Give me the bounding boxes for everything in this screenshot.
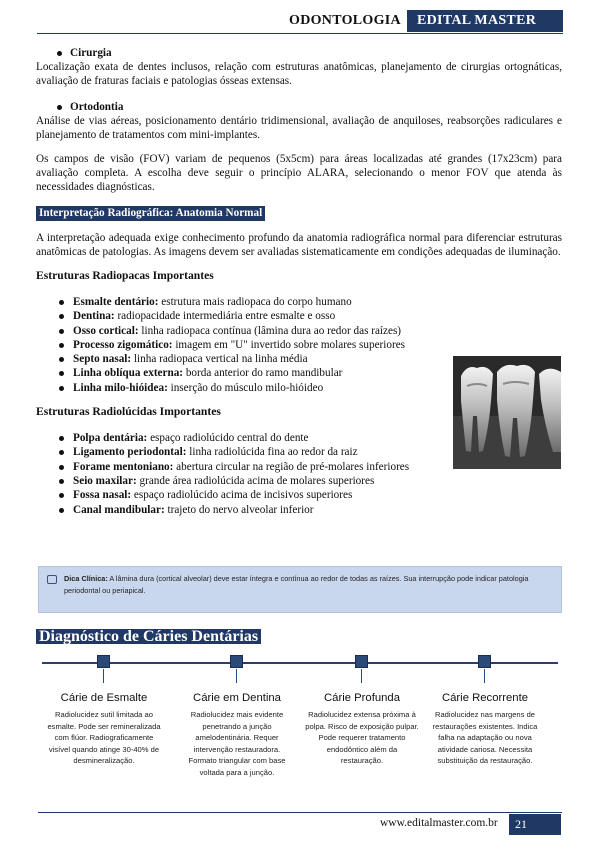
page-number: 21 — [509, 814, 561, 835]
timeline-item-desc: Radiolucidez sutil limitada ao esmalte. Pode ser remineralizada com flúor. Radiograficamente visível quando atinge 30-40% de desmineralização. — [47, 710, 161, 766]
timeline-item-profunda — [305, 692, 419, 767]
list-item: Polpa dentária: espaço radiolúcido central do dente — [36, 431, 562, 445]
list-item: Esmalte dentário: estrutura mais radiopaca do corpo humano — [36, 295, 562, 309]
radiolucidas-heading: Estruturas Radiolúcidas Importantes — [36, 405, 221, 419]
list-item: Osso cortical: linha radiopaca contínua (lâmina dura ao redor das raízes) — [36, 324, 562, 338]
list-item: Processo zigomático: imagem em "U" invertido sobre molares superiores — [36, 338, 562, 352]
page-header — [285, 10, 563, 32]
list-item: Ligamento periodontal: linha radiolúcida fina ao redor da raiz — [36, 445, 562, 459]
timeline-node — [97, 655, 110, 668]
tip-text: Dica Clínica: A lâmina dura (cortical alveolar) deve estar íntegra e contínua ao redor de todas as raízes. Sua interrupção pode indicar patologia periodontal ou periapical. — [64, 574, 529, 595]
list-item: Dentina: radiopacidade intermediária entre esmalte e osso — [36, 309, 562, 323]
section-heading-anatomia: Interpretação Radiográfica: Anatomia Normal — [36, 206, 265, 221]
list-item: Linha oblíqua externa: borda anterior do ramo mandibular — [36, 366, 562, 380]
timeline-item-title: Cárie de Esmalte — [60, 692, 148, 704]
timeline-connector — [236, 669, 237, 683]
list-item: Fossa nasal: espaço radiolúcido acima de incisivos superiores — [36, 488, 562, 502]
timeline-node — [355, 655, 368, 668]
timeline-item-desc: Radiolucidez mais evidente penetrando a junção amelodentinária. Requer intervenção restauradora. Formato triangular com base voltada para a junção. — [188, 710, 286, 777]
footer-url[interactable]: www.editalmaster.com.br — [380, 817, 498, 829]
footer-rule — [38, 812, 562, 813]
timeline-connector — [484, 669, 485, 683]
fov-paragraph: Os campos de visão (FOV) variam de pequenos (5x5cm) para áreas localizadas até grandes (17x23cm) para avaliação completa. A escolha deve seguir o princípio ALARA, selecionando o menor FOV que atenda às necessidades diagnósticas. — [36, 153, 562, 193]
dental-xray-image — [453, 356, 561, 469]
timeline-item-title: Cárie em Dentina — [193, 692, 281, 704]
timeline-item-dentina — [180, 692, 294, 779]
timeline-item-esmalte — [47, 692, 161, 767]
list-item: Canal mandibular: trajeto do nervo alveolar inferior — [36, 503, 562, 517]
timeline-item-desc: Radiolucidez extensa próxima à polpa. Risco de exposição pulpar. Pode requerer tratamento endodôntico além da restauração. — [305, 710, 419, 766]
intro-text-ortodontia: Análise de vias aéreas, posicionamento dentário tridimensional, avaliação de anquiloses, reabsorções radiculares e planejamento de tratamentos com mini-implantes. — [36, 115, 562, 141]
header-subject: ODONTOLOGIA — [289, 13, 401, 28]
section-heading-caries: Diagnóstico de Cáries Dentárias — [36, 629, 261, 644]
radiopacas-heading: Estruturas Radiopacas Importantes — [36, 269, 214, 282]
section-paragraph-anatomia: A interpretação adequada exige conhecimento profundo da anatomia radiográfica normal para diferenciar estruturas anatômicas de patologias. As imagens devem ser avaliadas sistematicamente em condições adequadas de iluminação. — [36, 232, 562, 258]
intro-text-cirurgia: Localização exata de dentes inclusos, relação com estruturas anatômicas, planejamento de cirurgias ortognáticas, avaliação de fraturas faciais e patologias ósseas extensas. — [36, 61, 562, 87]
timeline-item-title: Cárie Profunda — [324, 692, 400, 704]
list-item: Forame mentoniano: abertura circular na região de pré-molares inferiores — [36, 460, 562, 474]
section-heading-caries-wrap — [36, 628, 261, 646]
timeline-item-recorrente — [428, 692, 542, 767]
timeline-node — [478, 655, 491, 668]
list-item: Seio maxilar: grande área radiolúcida acima de molares superiores — [36, 474, 562, 488]
timeline-connector — [361, 669, 362, 683]
timeline-item-title: Cárie Recorrente — [441, 692, 529, 704]
timeline-item-desc: Radiolucidez nas margens de restaurações existentes. Indica falha na adaptação ou nova atividade cariosa. Necessita substituição da restauração. — [432, 710, 538, 766]
list-item: Linha milo-hióidea: inserção do músculo milo-hióideo — [36, 381, 562, 395]
comment-icon — [47, 575, 57, 584]
timeline-node — [230, 655, 243, 668]
header-rule — [37, 33, 563, 34]
clinical-tip-box — [38, 566, 562, 613]
intro-heading-cirurgia: Cirurgia — [70, 46, 562, 60]
intro-heading-ortodontia: Ortodontia — [70, 100, 562, 114]
header-brand: EDITAL MASTER — [407, 10, 563, 32]
list-item: Septo nasal: linha radiopaca vertical na linha média — [36, 352, 562, 366]
timeline-connector — [103, 669, 104, 683]
